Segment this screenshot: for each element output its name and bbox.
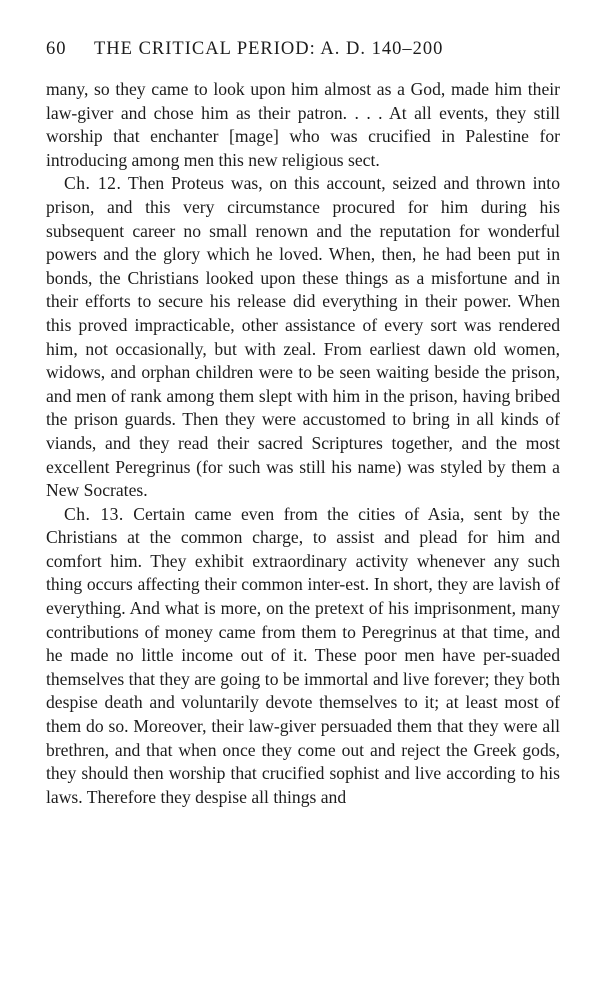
body-text bbox=[46, 78, 560, 809]
paragraph-chapter-13 bbox=[46, 503, 560, 810]
paragraph-text: Then Proteus was, on this account, seized and thrown into prison, and this very circumstance procured for him during his subsequent career no small renown and the reputation for wonderful powers and the glory which he loved. When, then, he had been put in bonds, the Christians looked upon these things as a misfortune and in their efforts to secure his release did everything in their power. When this proved impracticable, other assistance of every sort was rendered him, not occasionally, but with zeal. From earliest dawn old women, widows, and orphan children were to be seen waiting beside the prison, and men of rank among them slept with him in the prison, having bribed the prison guards. Then they were accustomed to bring in all kinds of viands, and they read their sacred Scriptures together, and the most excellent Peregrinus (for such was still his name) was styled by them a New Socrates. bbox=[46, 173, 560, 501]
running-header bbox=[46, 34, 560, 64]
paragraph-text: many, so they came to look upon him almost as a God, made him their law-giver and chose him as their patron. . . . At all events, they still worship that enchanter [mage] who was crucified in Palestine for introducing among men this new religious sect. bbox=[46, 79, 560, 170]
chapter-label: Ch. 12. bbox=[64, 173, 122, 194]
chapter-label: Ch. 13. bbox=[64, 503, 124, 524]
page-number: 60 bbox=[46, 39, 67, 59]
paragraph bbox=[46, 78, 560, 172]
paragraph-chapter-12 bbox=[46, 172, 560, 502]
paragraph-text: Certain came even from the cities of Asia, sent by the Christians at the common charge, to assist and plead for him and comfort him. They exhibit extraordinary activity whenever any such thing occurs affecting their common inter-est. In short, they are lavish of everything. And what is more, on the pretext of his imprisonment, many contributions of money came from them to Peregrinus at that time, and he made no little income out of it. These poor men have per-suaded themselves that they are going to be immortal and live forever; they both despise death and voluntarily devote themselves to it; at least most of them do so. Moreover, their law-giver persuaded them that they were all brethren, and that when once they come out and reject the Greek gods, they should then worship that crucified sophist and live according to his laws. Therefore they despise all things and bbox=[46, 503, 561, 807]
book-page bbox=[46, 34, 560, 809]
running-title: THE CRITICAL PERIOD: A. D. 140–200 bbox=[94, 39, 444, 59]
